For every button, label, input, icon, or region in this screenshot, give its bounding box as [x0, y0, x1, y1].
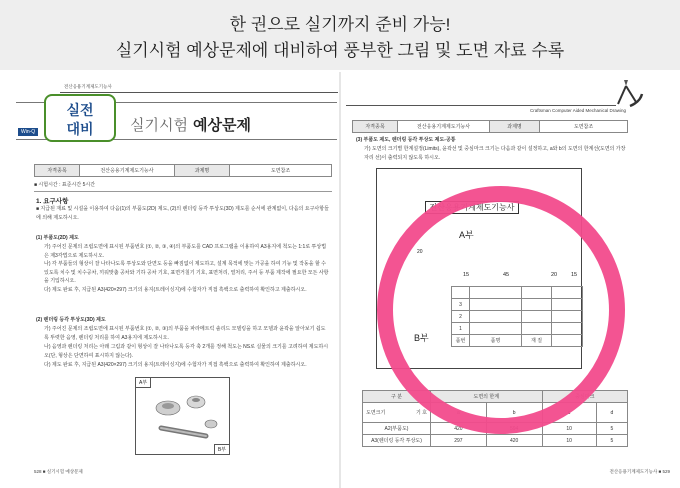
list-item: 나) 음영과 렌더링 처리는 아래 그림과 같이 형상이 잘 나타나도록 등각 축 2개를 정해 척도는 NS로 실물의 크기를 고려하여 제도하시오(단, 형상은 단면하여 표시하지 않는다).	[44, 344, 329, 359]
info-table: 자격종목 전산응용기계제도기능사 과제명 도면참조	[352, 120, 628, 133]
list-item: 가) 주어진 문제의 조립도면에 표시된 부품번호 (①, ②, ③)의 부품을 파라메트릭 솔리드 모델링을 하고 모델과 윤곽을 알아보기 쉽도록 뚜렷한 음영, 렌더링 처리를 하여 A3용지에 제도하시오.	[44, 326, 326, 341]
running-head: 전산응용기계제도기능사	[64, 84, 112, 89]
page-title-light: 실기시험	[130, 117, 188, 134]
info-table: 자격종목 전산응용기계제도기능사 과제명 도면참조	[34, 164, 332, 177]
header-rule	[60, 92, 338, 93]
list-item: 나) 각 부품들의 형상이 잘 나타나도록 투상도와 단면도 등을 빠짐없이 제도하고, 설계 목적에 맞는 가공을 하여 기능 및 작동을 할 수 있도록 치수 및 치수공차, 끼워맞춤 공차와 기하 공차 기호, 표면거칠기 기호, 표면처리, 열처리, 주서 등 부품 제작에 필요한 모든 사항을 기입하시오.	[44, 261, 329, 284]
dimension-row: 15 45 20 15	[463, 272, 578, 278]
list-item: 가) 주어진 문제의 조립도면에 표시된 부품번호 (①, ②, ③, ④)의 부품도를 CAD 프로그램을 이용하여 A3용지에 척도는 1:1로 투상법은 제3각법으로 제도하시오.	[44, 244, 327, 259]
section-badge: 실전 대비	[44, 94, 116, 142]
page-footer: 전산응용기계제도기능사 ■ 529	[609, 469, 670, 474]
banner-subheadline: 실기시험 예상문제에 대비하여 풍부한 그림 및 도면 자료 수록	[115, 41, 565, 60]
badge-sublabel: Win-Q	[18, 128, 38, 136]
left-page	[0, 72, 338, 488]
part-a-label: A부	[459, 230, 474, 240]
section-title: 1. 요구사항	[36, 198, 69, 205]
table-row: A3(렌더링 등각 투상도) 297 420 10 5	[363, 435, 628, 447]
section-body: ■ 지급된 재료 및 시설을 이용하여 다음(1)의 부품도(2D) 제도, (2)의 렌더링 등각 투상도(3D) 제도를 순서에 관계없이, 다음의 요구사항들에 의해 제도하시오.	[36, 206, 329, 221]
isometric-parts-illustration	[136, 378, 231, 456]
page-title-bold: 예상문제	[193, 117, 251, 134]
banner-headline: 한 권으로 실기까지 준비 가능!	[229, 15, 451, 34]
list-item: 다) 제도 완료 후, 지급된 A3(420×297) 크기의 용지(트레이싱지)에 수험자가 직접 흑백으로 출력하여 확인하여 제출하시오.	[44, 362, 307, 368]
render-figure: A부 B부	[135, 377, 230, 455]
list-item: 다) 제도 완료 후, 지급된 A3(420×297) 크기의 용지(트레이싱지)에 수험자가 직접 흑백으로 출력하여 확인하고 제출하시오.	[44, 287, 307, 293]
list-item: 가) 도면의 크기별 한계설정(Limits), 윤곽선 및 중심마크 크기는 다음과 같이 설정하고, a와 b의 도면의 한계선(도면의 가장자리 선)이 출력되지 않도록 하시오.	[364, 146, 626, 161]
highlight-ring	[377, 186, 625, 434]
page-footer: 528 ■ 실기시험 예상문제	[34, 469, 83, 474]
promo-banner	[0, 0, 680, 70]
dim-20: 20	[417, 249, 423, 255]
header-rule	[346, 105, 616, 106]
exam-time: ■ 시험시간 : 표준시간 5시간	[34, 182, 96, 188]
table-row: A2(부품도) 420 594 10 5	[363, 423, 628, 435]
subsection-title: (1) 부품도(2D) 제도	[36, 235, 79, 241]
bom-table: 3 2 1 품번 품명 재 질	[451, 286, 583, 347]
part-b-label: B부	[414, 333, 429, 343]
subsection-title: (3) 부품도 제도, 렌더링 등각 투상도 제도-공통	[356, 137, 456, 143]
drawing-title: 전산응용기계제도기능사	[425, 201, 519, 214]
compass-logo-icon	[612, 76, 646, 110]
limits-table: 구 분 도면의 한계 중심마크 도면크기 기 호 a b c d A2(부품도) 420 594 10 5 A3(렌더링 등각 투상도) 297 420 10 5	[362, 390, 628, 447]
page-gutter	[339, 72, 341, 488]
subsection-title: (2) 렌더링 등각 투상도(3D) 제도	[36, 317, 106, 323]
running-head: Craftsman Computer Aided Mechanical Drawing	[530, 108, 627, 113]
